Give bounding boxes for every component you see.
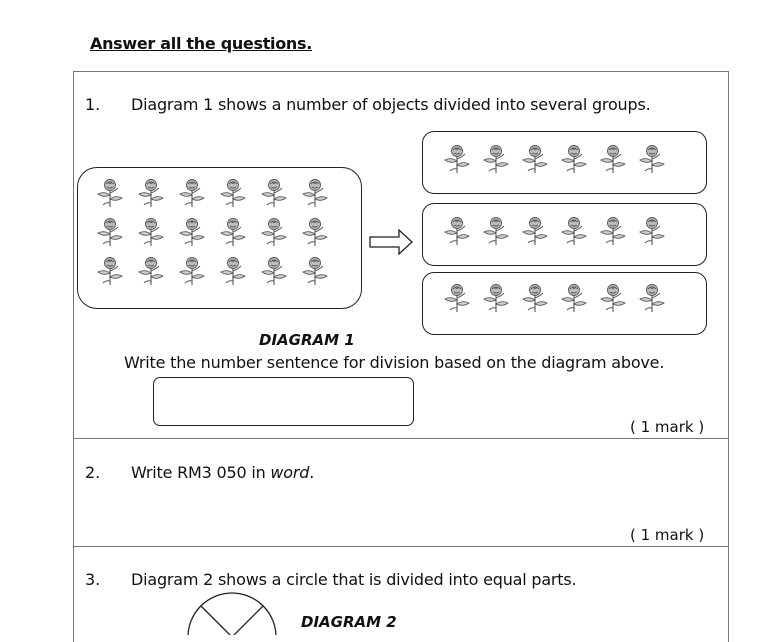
question-2-number: 2. <box>85 463 101 482</box>
rose-icon <box>135 217 167 247</box>
rose-icon <box>176 217 208 247</box>
rose-icon <box>299 178 331 208</box>
right-arrow-icon <box>369 229 413 255</box>
rose-icon <box>176 178 208 208</box>
rose-icon <box>441 144 473 174</box>
rose-icon <box>558 283 590 313</box>
group-box-2 <box>422 203 707 266</box>
rose-icon <box>558 144 590 174</box>
rose-icon <box>135 178 167 208</box>
instruction-heading: Answer all the questions. <box>90 34 313 53</box>
group-1-objects <box>441 144 675 174</box>
question-1-mark: ( 1 mark ) <box>630 418 705 436</box>
rose-icon <box>519 283 551 313</box>
question-2-mark: ( 1 mark ) <box>630 526 705 544</box>
rose-icon <box>299 217 331 247</box>
rose-icon <box>519 144 551 174</box>
rose-icon <box>217 256 249 286</box>
rose-icon <box>299 256 331 286</box>
group-2-objects <box>441 216 675 246</box>
rose-icon <box>480 144 512 174</box>
question-3-text: Diagram 2 shows a circle that is divided into equal parts. <box>131 570 577 589</box>
question-1-number: 1. <box>85 95 101 114</box>
question-1-prompt: Write the number sentence for division based on the diagram above. <box>124 353 665 372</box>
rose-icon <box>258 256 290 286</box>
rose-icon <box>480 216 512 246</box>
question-divider-1 <box>73 438 728 439</box>
rose-icon <box>480 283 512 313</box>
rose-icon <box>636 216 668 246</box>
question-divider-2 <box>73 546 728 547</box>
rose-icon <box>597 283 629 313</box>
diagram-2-caption: DIAGRAM 2 <box>301 613 397 631</box>
rose-icon <box>217 217 249 247</box>
rose-icon <box>135 256 167 286</box>
all-objects-group <box>77 167 362 309</box>
rose-icon <box>441 216 473 246</box>
diagram-1-caption: DIAGRAM 1 <box>259 331 355 349</box>
rose-icon <box>597 144 629 174</box>
rose-icon <box>597 216 629 246</box>
answer-box[interactable] <box>153 377 414 426</box>
question-3-number: 3. <box>85 570 101 589</box>
rose-icon <box>636 283 668 313</box>
rose-icon <box>94 178 126 208</box>
rose-icon <box>441 283 473 313</box>
divided-circle <box>180 585 290 635</box>
rose-icon <box>94 256 126 286</box>
rose-icon <box>519 216 551 246</box>
rose-icon <box>258 178 290 208</box>
group-box-1 <box>422 131 707 194</box>
rose-icon <box>636 144 668 174</box>
rose-icon <box>258 217 290 247</box>
group-3-objects <box>441 283 675 313</box>
rose-icon <box>558 216 590 246</box>
question-1-text: Diagram 1 shows a number of objects divided into several groups. <box>131 95 651 114</box>
all-objects-grid <box>94 178 340 295</box>
rose-icon <box>94 217 126 247</box>
group-box-3 <box>422 272 707 335</box>
rose-icon <box>176 256 208 286</box>
question-2-text: Write RM3 050 in word. <box>131 463 315 482</box>
rose-icon <box>217 178 249 208</box>
